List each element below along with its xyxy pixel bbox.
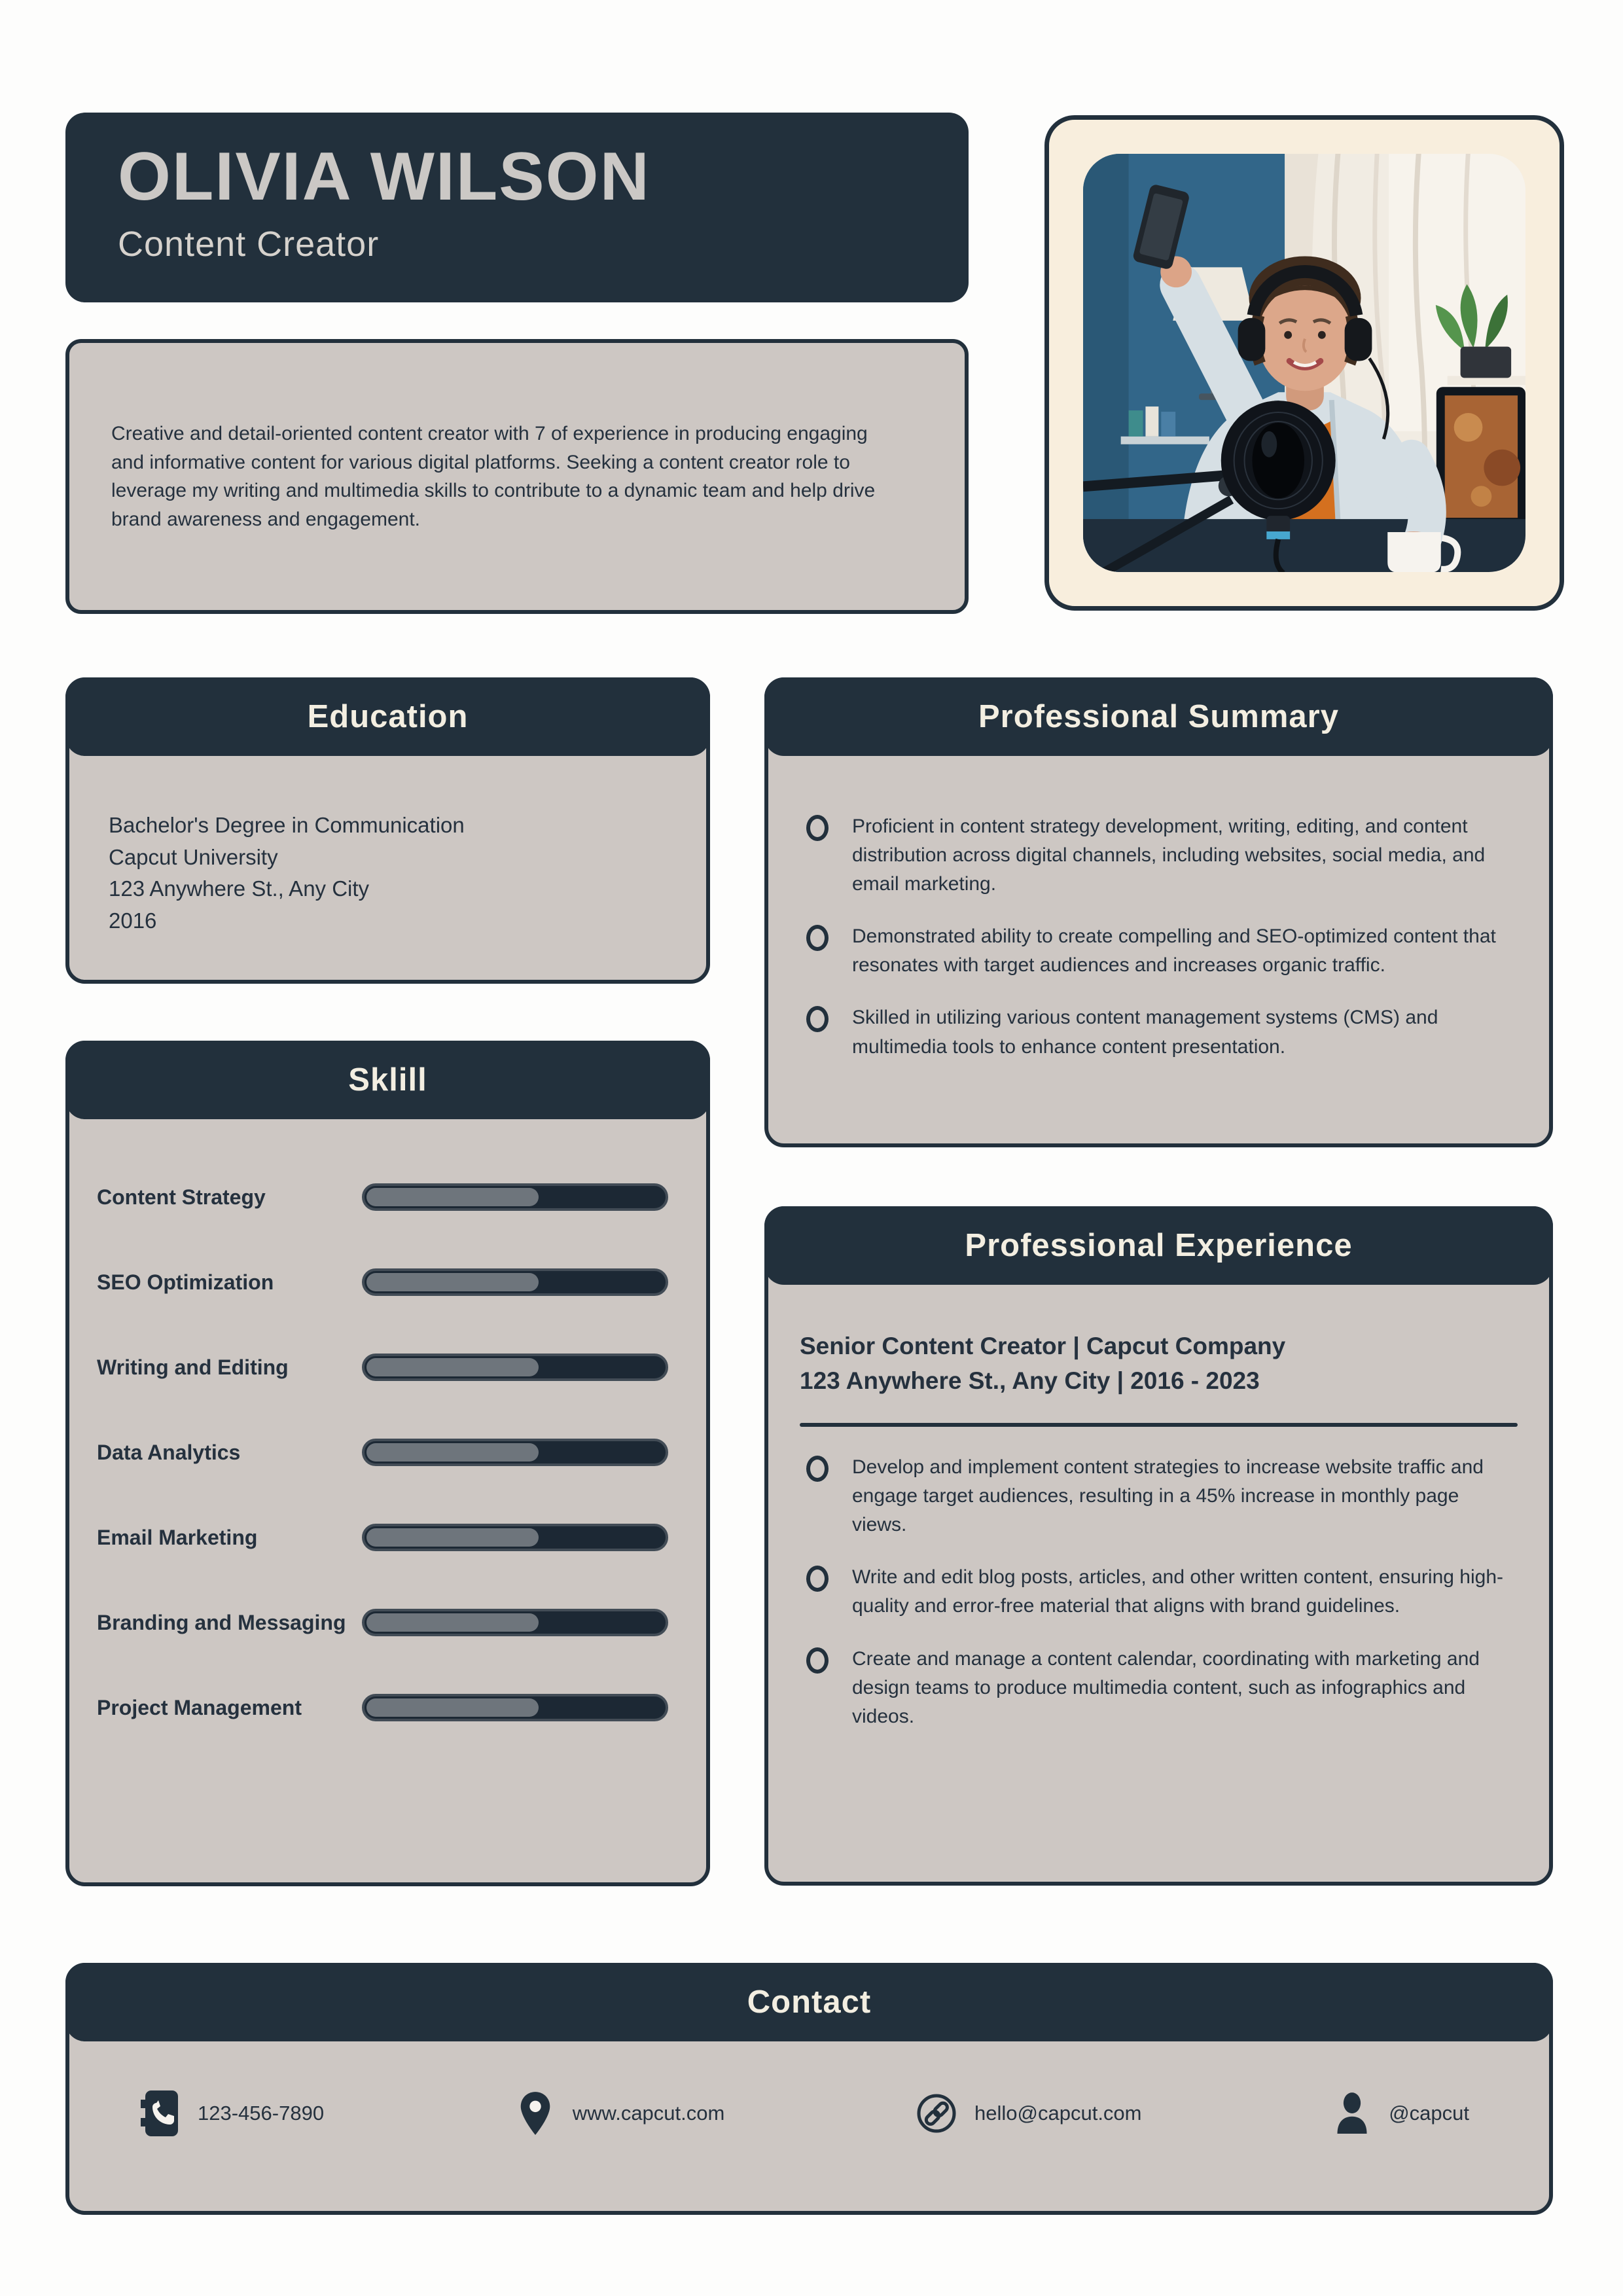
bullet-circle-icon xyxy=(806,815,829,841)
skill-progress-fill xyxy=(366,1358,539,1376)
experience-body xyxy=(768,1210,1549,1731)
education-header xyxy=(65,677,710,756)
contact-header xyxy=(65,1963,1553,2041)
skill-progress-bar xyxy=(362,1183,668,1211)
bullet-text: Develop and implement content strategies to increase website traffic and engage target audiences, resulting in a 45% increase in monthly page views. xyxy=(852,1456,1484,1536)
skill-label: Writing and Editing xyxy=(97,1355,289,1379)
contact-phone[interactable] xyxy=(139,2089,324,2138)
skill-progress-bar xyxy=(362,1609,668,1636)
education-line: 2016 xyxy=(109,908,157,933)
link-icon xyxy=(916,2092,957,2134)
experience-bullets xyxy=(800,1427,1518,1731)
education-card xyxy=(65,677,710,984)
person-role: Content Creator xyxy=(118,224,380,264)
professional-summary-heading: Professional Summary xyxy=(978,699,1340,734)
skill-row xyxy=(97,1155,668,1240)
contact-card xyxy=(65,1963,1553,2215)
skill-progress-fill xyxy=(366,1698,539,1717)
skill-progress-fill xyxy=(366,1528,539,1547)
skill-progress-bar xyxy=(362,1268,668,1296)
skills-card xyxy=(65,1041,710,1886)
bullet-text: Write and edit blog posts, articles, and other written content, ensuring high-quality and error-free material that aligns with brand guidelines. xyxy=(852,1566,1503,1617)
bullet-circle-icon xyxy=(806,1566,829,1592)
bullet-item xyxy=(806,1645,1516,1731)
bullet-text: Skilled in utilizing various content management systems (CMS) and multimedia tools to enhance content presentation. xyxy=(852,1007,1438,1058)
education-line: Capcut University xyxy=(109,844,278,869)
education-line: 123 Anywhere St., Any City xyxy=(109,876,370,901)
skills-header xyxy=(65,1041,710,1119)
experience-meta-line: 123 Anywhere St., Any City | 2016 - 2023 xyxy=(800,1367,1260,1394)
bullet-circle-icon xyxy=(806,1456,829,1482)
profile-photo-frame xyxy=(1044,115,1564,611)
education-line: Bachelor's Degree in Communication xyxy=(109,813,465,837)
skill-progress-fill xyxy=(366,1188,539,1206)
skill-progress-fill xyxy=(366,1273,539,1291)
bullet-circle-icon xyxy=(806,925,829,951)
skill-row xyxy=(97,1240,668,1325)
location-icon xyxy=(515,2089,556,2138)
experience-header xyxy=(764,1206,1553,1285)
intro-summary-card xyxy=(65,339,969,614)
skill-row xyxy=(97,1325,668,1410)
skills-list xyxy=(69,1045,706,1750)
profile-photo xyxy=(1083,154,1525,572)
person-name: OLIVIA WILSON xyxy=(118,139,651,215)
contact-email-label: hello@capcut.com xyxy=(974,2101,1142,2125)
bullet-item xyxy=(806,1453,1516,1539)
contact-email[interactable] xyxy=(916,2092,1141,2134)
professional-summary-header xyxy=(764,677,1553,756)
contact-website-label: www.capcut.com xyxy=(572,2101,725,2125)
contact-social[interactable] xyxy=(1332,2090,1469,2136)
bullet-circle-icon xyxy=(806,1647,829,1674)
bullet-text: Create and manage a content calendar, coordinating with marketing and design teams to produce multimedia content, such as infographics and videos. xyxy=(852,1647,1480,1727)
contact-social-label: @capcut xyxy=(1389,2101,1469,2125)
bullet-text: Proficient in content strategy development, writing, editing, and content distribution across digital channels, including websites, social media, and email marketing. xyxy=(852,816,1486,895)
name-banner xyxy=(65,113,969,302)
skill-label: Content Strategy xyxy=(97,1185,266,1209)
skill-row xyxy=(97,1495,668,1580)
skill-progress-fill xyxy=(366,1443,539,1462)
skill-row xyxy=(97,1665,668,1750)
contact-website[interactable] xyxy=(515,2089,725,2138)
skill-label: Project Management xyxy=(97,1695,302,1719)
contact-row xyxy=(69,2045,1549,2211)
intro-summary-text: Creative and detail-oriented content creator with 7 of experience in producing engaging and informative content for various digital platforms. Seeking a content creator role to leverage my writing and multimedia skills to contribute to a dynamic team and help drive brand awareness and engagement. xyxy=(111,423,876,530)
bullet-item xyxy=(806,1003,1516,1061)
experience-role-line: Senior Content Creator | Capcut Company xyxy=(800,1333,1286,1359)
bullet-text: Demonstrated ability to create compelling and SEO-optimized content that resonates with target audiences and increases organic traffic. xyxy=(852,925,1496,977)
profile-photo-illustration xyxy=(1083,154,1525,572)
skill-label: Branding and Messaging xyxy=(97,1610,346,1634)
skill-progress-bar xyxy=(362,1694,668,1721)
skill-row xyxy=(97,1580,668,1665)
experience-card xyxy=(764,1206,1553,1886)
skill-progress-bar xyxy=(362,1439,668,1466)
contact-phone-label: 123-456-7890 xyxy=(198,2101,325,2125)
bullet-circle-icon xyxy=(806,1006,829,1032)
skill-label: Data Analytics xyxy=(97,1440,241,1464)
skill-progress-bar xyxy=(362,1524,668,1551)
contact-heading: Contact xyxy=(747,1984,872,2020)
skill-progress-fill xyxy=(366,1613,539,1632)
education-heading: Education xyxy=(307,699,469,734)
skill-row xyxy=(97,1410,668,1495)
bullet-item xyxy=(806,812,1516,899)
user-icon xyxy=(1332,2090,1372,2136)
phone-icon xyxy=(139,2089,181,2138)
skill-label: SEO Optimization xyxy=(97,1270,274,1294)
skill-progress-bar xyxy=(362,1354,668,1381)
bullet-item xyxy=(806,1563,1516,1621)
skill-label: Email Marketing xyxy=(97,1525,258,1549)
bullet-item xyxy=(806,922,1516,980)
professional-summary-card xyxy=(764,677,1553,1147)
experience-heading: Professional Experience xyxy=(965,1228,1353,1263)
skills-heading: Sklill xyxy=(348,1062,427,1098)
